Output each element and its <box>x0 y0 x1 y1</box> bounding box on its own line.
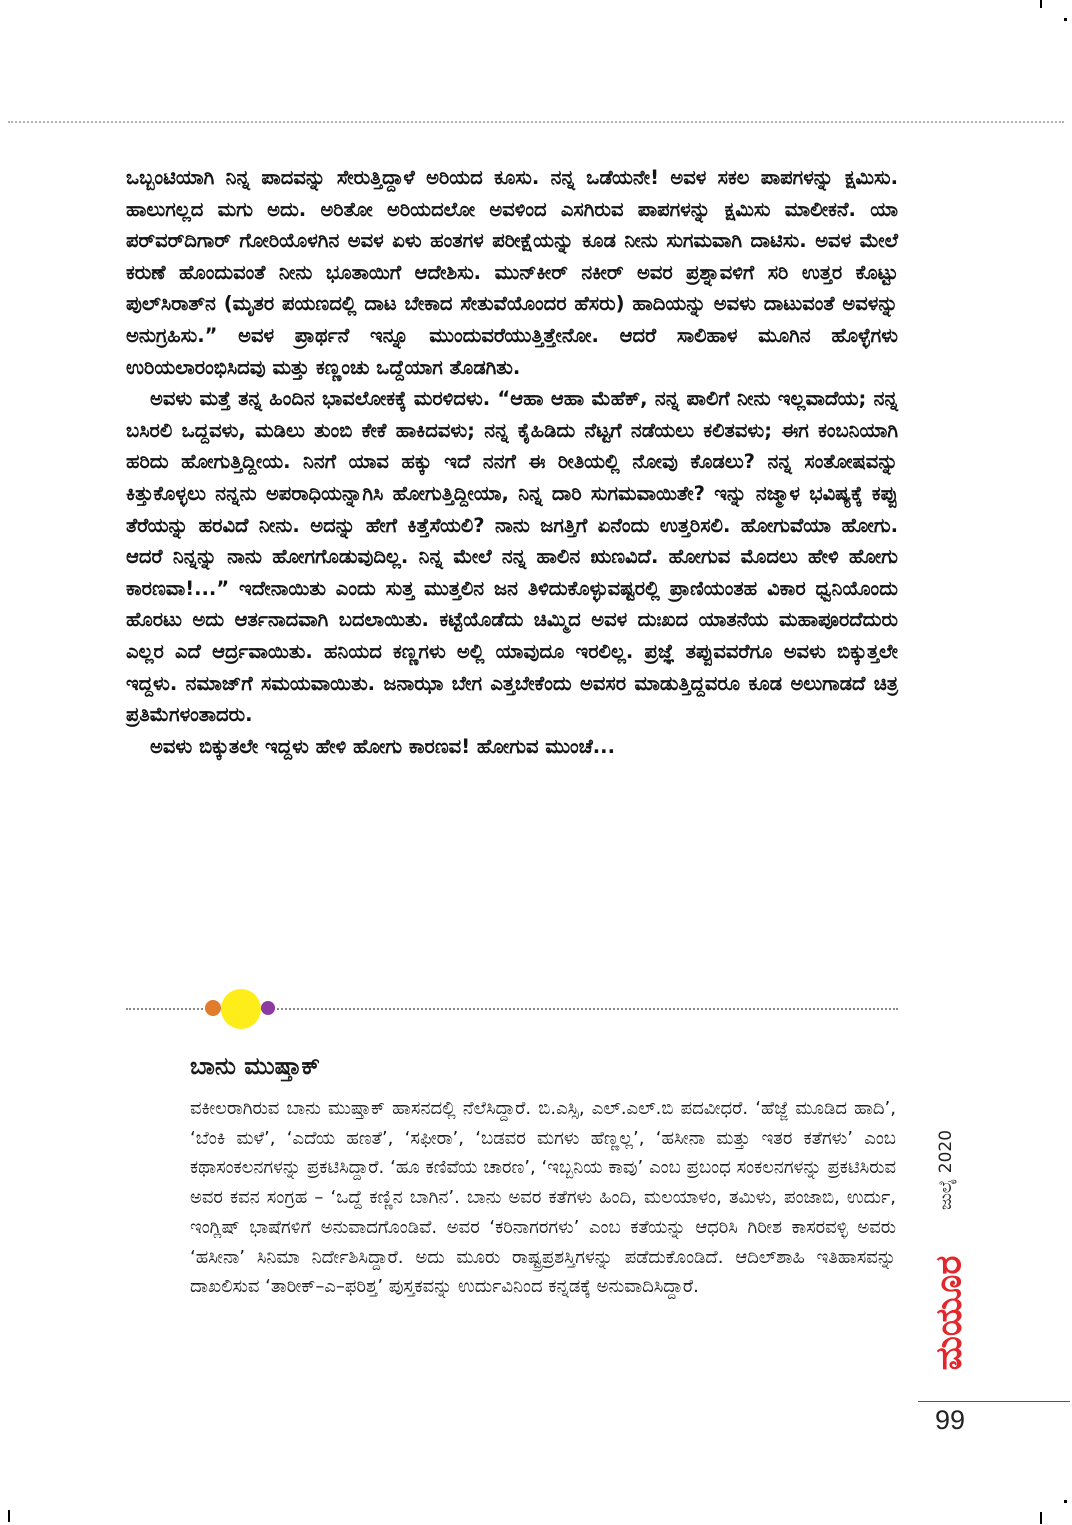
magazine-logo-text: ಮಯೂರ <box>928 1255 969 1371</box>
crop-mark-bottom-right <box>1040 1512 1042 1524</box>
decorative-dot-purple <box>261 1001 275 1015</box>
story-text <box>126 162 898 762</box>
page-number: 99 <box>935 1405 966 1435</box>
author-name: ಬಾನು ಮುಷ್ತಾಕ್ <box>190 1052 321 1080</box>
story-paragraph: ಅವಳು ಮತ್ತೆ ತನ್ನ ಹಿಂದಿನ ಭಾವಲೋಕಕ್ಕೆ ಮರಳಿದಳು. “ಆಹಾ ಆಹಾ ಮೆಹೆಕ್, ನನ್ನ ಪಾಲಿಗೆ ನೀನು ಇಲ್ಲವಾದೆಯ; ನನ್ನ ಬಸಿರಲಿ ಒದ್ದವಳು, ಮಡಿಲು ತುಂಬಿ ಕೇಕೆ ಹಾಕಿದವಳು; ನನ್ನ ಕೈಹಿಡಿದು ನೆಟ್ಟಗೆ ನಡೆಯಲು ಕಲಿತವಳು; ಈಗ ಕಂಬನಿಯಾಗಿ ಹರಿದು ಹೋಗುತ್ತಿದ್ದೀಯ. ನಿನಗೆ ಯಾವ ಹಕ್ಕು ಇದೆ ನನಗೆ ಈ ರೀತಿಯಲ್ಲಿ ನೋವು ಕೊಡಲು? ನನ್ನ ಸಂತೋಷವನ್ನು ಕಿತ್ತುಕೊಳ್ಳಲು ನನ್ನನು ಅಪರಾಧಿಯನ್ನಾಗಿಸಿ ಹೋಗುತ್ತಿದ್ದೀಯಾ, ನಿನ್ನ ದಾರಿ ಸುಗಮವಾಯಿತೇ? ಇನ್ನು ನಜ್ಮಾಳ ಭವಿಷ್ಯಕ್ಕೆ ಕಪ್ಪು ತೆರೆಯನ್ನು ಹರವಿದೆ ನೀನು. ಅದನ್ನು ಹೇಗೆ ಕಿತ್ತೆಸೆಯಲಿ? ನಾನು ಜಗತ್ತಿಗೆ ಏನೆಂದು ಉತ್ತರಿಸಲಿ. ಹೋಗುವೆಯಾ ಹೋಗು. ಆದರೆ ನಿನ್ನನ್ನು ನಾನು ಹೋಗಗೊಡುವುದಿಲ್ಲ. ನಿನ್ನ ಮೇಲೆ ನನ್ನ ಹಾಲಿನ ಋಣವಿದೆ. ಹೋಗುವ ಮೊದಲು ಹೇಳಿ ಹೋಗು ಕಾರಣವಾ!...” ಇದೇನಾಯಿತು ಎಂದು ಸುತ್ತ ಮುತ್ತಲಿನ ಜನ ತಿಳಿದುಕೊಳ್ಳುವಷ್ಟರಲ್ಲಿ ಪ್ರಾಣಿಯಂತಹ ವಿಕಾರ ಧ್ವನಿಯೊಂದು ಹೊರಟು ಅದು ಆರ್ತನಾದವಾಗಿ ಬದಲಾಯಿತು. ಕಟ್ಟೆಯೊಡೆದು ಚಿಮ್ಮಿದ ಅವಳ ದುಃಖದ ಯಾತನೆಯ ಮಹಾಪೂರದೆದುರು ಎಲ್ಲರ ಎದೆ ಆರ್ದ್ರವಾಯಿತು. ಹನಿಯದ ಕಣ್ಣಗಳು ಅಲ್ಲಿ ಯಾವುದೂ ಇರಲಿಲ್ಲ. ಪ್ರಜ್ಞೆ ತಪ್ಪುವವರೆಗೂ ಅವಳು ಬಿಕ್ಕುತ್ತಲೇ ಇದ್ದಳು. ನಮಾಜ್‌ಗೆ ಸಮಯವಾಯಿತು. ಜನಾಝಾ ಬೇಗ ಎತ್ತಬೇಕೆಂದು ಅವಸರ ಮಾಡುತ್ತಿದ್ದವರೂ ಕೂಡ ಅಲುಗಾಡದೆ ಚಿತ್ರ ಪ್ರತಿಮೆಗಳಂತಾದರು. <box>126 387 898 727</box>
decorative-dot-yellow <box>221 989 261 1029</box>
crop-mark-bottom-right-tick <box>1064 1500 1067 1503</box>
story-paragraph: ಒಬ್ಬಂಟಿಯಾಗಿ ನಿನ್ನ ಪಾದವನ್ನು ಸೇರುತ್ತಿದ್ದಾಳೆ ಅರಿಯದ ಕೂಸು. ನನ್ನ ಒಡೆಯನೇ! ಅವಳ ಸಕಲ ಪಾಪಗಳನ್ನು ಕ್ಷಮಿಸು. ಹಾಲುಗಲ್ಲದ ಮಗು ಅದು. ಅರಿತೋ ಅರಿಯದಲೋ ಅವಳಿಂದ ಎಸಗಿರುವ ಪಾಪಗಳನ್ನು ಕ್ಷಮಿಸು ಮಾಲೀಕನೆ. ಯಾ ಪರ್‌ವರ್‌ದಿಗಾರ್ ಗೋರಿಯೊಳಗಿನ ಅವಳ ಏಳು ಹಂತಗಳ ಪರೀಕ್ಷೆಯನ್ನು ಕೂಡ ನೀನು ಸುಗಮವಾಗಿ ದಾಟಿಸು. ಅವಳ ಮೇಲೆ ಕರುಣೆ ಹೊಂದುವಂತೆ ನೀನು ಭೂತಾಯಿಗೆ ಆದೇಶಿಸು. ಮುನ್‌ಕೀರ್ ನಕೀರ್ ಅವರ ಪ್ರಶ್ನಾವಳಿಗೆ ಸರಿ ಉತ್ತರ ಕೊಟ್ಟು ಪುಲ್‌ಸಿರಾತ್‌ನ (ಮೃತರ ಪಯಣದಲ್ಲಿ ದಾಟ ಬೇಕಾದ ಸೇತುವೆಯೊಂದರ ಹೆಸರು) ಹಾದಿಯನ್ನು ಅವಳು ದಾಟುವಂತೆ ಅವಳನ್ನು ಅನುಗ್ರಹಿಸು.” ಅವಳ ಪ್ರಾರ್ಥನೆ ಇನ್ನೂ ಮುಂದುವರೆಯುತ್ತಿತ್ತೇನೋ. ಆದರೆ ಸಾಲಿಹಾಳ ಮೂಗಿನ ಹೊಳ್ಳೆಗಳು ಉರಿಯಲಾರಂಭಿಸಿದವು ಮತ್ತು ಕಣ್ಣಂಚು ಒದ್ದೆಯಾಗ ತೊಡಗಿತು. <box>126 166 898 379</box>
crop-mark-top-right <box>1040 0 1042 8</box>
crop-mark-bottom-left <box>8 1510 10 1522</box>
author-bio: ವಕೀಲರಾಗಿರುವ ಬಾನು ಮುಷ್ತಾಕ್ ಹಾಸನದಲ್ಲಿ ನೆಲೆಸಿದ್ದಾರೆ. ಬಿ.ಎಸ್ಸಿ, ಎಲ್.ಎಲ್.ಬಿ ಪದವೀಧರೆ. ‘ಹೆಜ್ಜೆ ಮೂಡಿದ ಹಾದಿ’, ‘ಬೆಂಕಿ ಮಳೆ’, ‘ಎದೆಯ ಹಣತೆ’, ‘ಸಫೀರಾ’, ‘ಬಡವರ ಮಗಳು ಹೆಣ್ಣಲ್ಲ’, ‘ಹಸೀನಾ ಮತ್ತು ಇತರ ಕತೆಗಳು’ ಎಂಬ ಕಥಾಸಂಕಲನಗಳನ್ನು ಪ್ರಕಟಿಸಿದ್ದಾರೆ. ‘ಹೂ ಕಣಿವೆಯ ಚಾರಣ’, ‘ಇಬ್ಬನಿಯ ಕಾವು’ ಎಂಬ ಪ್ರಬಂಧ ಸಂಕಲನಗಳನ್ನು ಪ್ರಕಟಿಸಿರುವ ಅವರ ಕವನ ಸಂಗ್ರಹ – ‘ಒದ್ದೆ ಕಣ್ಣಿನ ಬಾಗಿನ’. ಬಾನು ಅವರ ಕತೆಗಳು ಹಿಂದಿ, ಮಲಯಾಳಂ, ತಮಿಳು, ಪಂಜಾಬಿ, ಉರ್ದು, ಇಂಗ್ಲಿಷ್ ಭಾಷೆಗಳಿಗೆ ಅನುವಾದಗೊಂಡಿವೆ. ಅವರ ‘ಕರಿನಾಗರಗಳು’ ಎಂಬ ಕತೆಯನ್ನು ಆಧರಿಸಿ ಗಿರೀಶ ಕಾಸರವಳ್ಳಿ ಅವರು ‘ಹಸೀನಾ’ ಸಿನಿಮಾ ನಿರ್ದೇಶಿಸಿದ್ದಾರೆ. ಅದು ಮೂರು ರಾಷ್ಟ್ರಪ್ರಶಸ್ತಿಗಳನ್ನು ಪಡೆದುಕೊಂಡಿದೆ. ಆದಿಲ್‌ಶಾಹಿ ಇತಿಹಾಸವನ್ನು ದಾಖಲಿಸುವ ‘ತಾರೀಕ್–ಎ–ಫರಿಶ್ತ’ ಪುಸ್ತಕವನ್ನು ಉರ್ದುವಿನಿಂದ ಕನ್ನಡಕ್ಕೆ ಅನುವಾದಿಸಿದ್ದಾರೆ. <box>190 1098 896 1298</box>
decorative-dot-orange <box>205 1000 221 1016</box>
crop-mark-top-right-tick <box>1064 18 1067 21</box>
top-dotted-rule <box>8 121 1064 123</box>
magazine-logo <box>918 1238 980 1388</box>
issue-date <box>910 1115 982 1225</box>
page-number-rule <box>918 1401 1070 1402</box>
issue-date-text: ಜುಲೈ 2020 <box>936 1129 956 1211</box>
story-paragraph: ಅವಳು ಬಿಕ್ಕುತಲೇ ಇದ್ದಳು ಹೇಳಿ ಹೋಗು ಕಾರಣವ! ಹೋಗುವ ಮುಂಚೆ... <box>150 734 615 758</box>
